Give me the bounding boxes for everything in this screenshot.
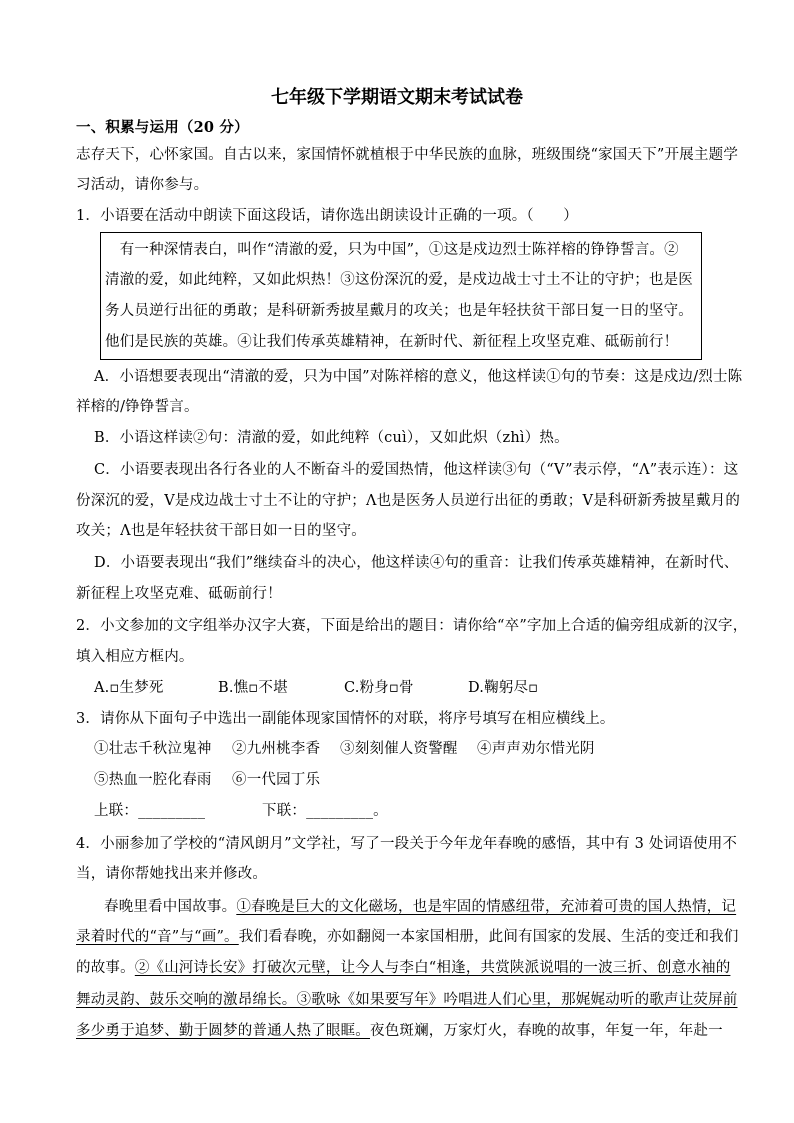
q1-option-d-line-1: D．小语要表现出“我们”继续奋斗的决心，他这样读④句的重音：让我们传承英雄精神，在新时代、: [94, 555, 739, 571]
q1-option-d-line-2: 新征程上攻坚克难、砥砺前行！: [76, 586, 282, 602]
q4-sentence-3b: 多少勇于追梦、勤于圆梦的普通人热了眼眶。: [76, 1023, 370, 1039]
q3-item-1: ①壮志千秋泣鬼神: [94, 741, 212, 757]
q4-mid-1a: 我们看春晚，亦如翻阅一本家国相册，此间有国家的发展、生活的变迁和我们: [238, 929, 739, 945]
q3-lower-blank[interactable]: 下联：_________。: [262, 803, 388, 819]
q3-upper-blank[interactable]: 上联：_________: [94, 803, 206, 819]
q4-stem-line-2: 当，请你帮她找出来并修改。: [76, 866, 268, 882]
q4-para-line-2: [76, 927, 739, 947]
page-title: 七年级下学期语文期末考试试卷: [271, 87, 523, 108]
q2-choice-a: A.▫生梦死: [94, 680, 164, 696]
q4-mid-1b: 的故事。: [76, 960, 135, 976]
q1-stem: 1．小语要在活动中朗读下面这段话，请你选出朗读设计正确的一项。（ ）: [76, 208, 578, 224]
q1-passage-line-4: 他们是民族的英雄。④让我们传承英雄精神，在新时代、新征程上攻坚克难、砥砺前行！: [105, 334, 679, 350]
q4-stem-line-1: 4．小丽参加了学校的“清风朗月”文学社，写了一段关于今年龙年春晚的感悟，其中有 3 处词语使用不: [76, 836, 738, 852]
q4-para-line-4: [76, 990, 738, 1010]
q4-para-line-3: [76, 958, 730, 978]
q3-item-5: ⑤热血一腔化春雨: [94, 772, 212, 788]
q2-stem-line-1: 2．小文参加的文字组举办汉字大赛，下面是给出的题目：请你给“卒”字加上合适的偏旁组成新的汉字，: [76, 618, 748, 634]
q3-item-3: ③刻刻催人资警醒: [340, 741, 458, 757]
q4-sentence-2a: ②《山河诗长安》打破次元壁，让今人与李白“相逢，共赏陕派说唱的一波三折、创意水袖的: [134, 960, 731, 976]
q1-option-c-line-1: C．小语要表现出各行各业的人不断奋斗的爱国热情，他这样读③句（“V”表示停，“Λ”表示连）：这: [94, 462, 739, 478]
q4-sentence-2b: 舞动灵韵、鼓乐交响的激昂绵长。: [76, 992, 297, 1008]
section-heading: 一、积累与运用（20 分）: [76, 119, 249, 136]
q1-option-c-line-2: 份深沉的爱，V是戍边战士寸土不让的守护；Λ也是医务人员逆行出征的勇敢；V是科研新秀披星戴月的: [76, 493, 741, 509]
q1-option-a-line-2: 祥榕的/铮铮誓言。: [76, 399, 199, 415]
q1-passage-line-1: 有一种深情表白，叫作“清澈的爱，只为中国”，①这是戍边烈士陈祥榕的铮铮誓言。②: [105, 242, 679, 258]
q4-para-start: 春晚里看中国故事。: [104, 899, 237, 915]
q3-item-6: ⑥一代园丁乐: [232, 772, 321, 788]
q3-stem: 3．请你从下面句子中选出一副能体现家国情怀的对联，将序号填写在相应横线上。: [76, 711, 615, 727]
q3-item-4: ④声声劝尔惜光阴: [477, 741, 595, 757]
q2-stem-line-2: 填入相应方框内。: [76, 649, 194, 665]
q4-sentence-3a: ③歌咏《如果要写年》吟唱进人们心里，那娓娓动听的歌声让荧屏前: [296, 992, 738, 1008]
q2-choice-d: D.鞠躬尽▫: [468, 680, 539, 696]
intro-line-1: 志存天下，心怀家国。自古以来，家国情怀就植根于中华民族的血脉，班级围绕“家国天下”开展主题学: [76, 147, 739, 163]
q4-para-line-5: [76, 1021, 723, 1041]
intro-line-2: 习活动，请你参与。: [76, 177, 209, 193]
q1-option-b: B．小语这样读②句：清澈的爱，如此纯粹（cuì），又如此炽（zhì）热。: [94, 430, 569, 446]
q1-passage-line-3: 务人员逆行出征的勇敢；是科研新秀披星戴月的攻关；也是年轻扶贫干部日复一日的坚守。: [105, 303, 693, 319]
q4-sentence-1b: 录着时代的“音”与“画”。: [76, 929, 239, 945]
q1-option-a-line-1: A．小语想要表现出“清澈的爱，只为中国”对陈祥榕的意义，他这样读①句的节奏：这是戍边/烈士陈: [94, 369, 743, 385]
q4-tail: 夜色斑斓，万家灯火，春晚的故事，年复一年，年赴一: [370, 1023, 723, 1039]
q4-sentence-1a: ①春晚是巨大的文化磁场，也是牢固的情感纽带，充沛着可贵的国人热情，记: [236, 899, 737, 915]
q2-choice-b: B.憔▫不堪: [218, 680, 288, 696]
q1-option-c-line-3: 攻关；Λ也是年轻扶贫干部日如一日的坚守。: [76, 523, 366, 539]
q2-choice-c: C.粉身▫骨: [344, 680, 414, 696]
q3-item-2: ②九州桃李香: [232, 741, 321, 757]
q4-para-line-1: [104, 897, 736, 917]
q1-passage-line-2: 清澈的爱，如此纯粹，又如此炽热！③这份深沉的爱，是戍边战士寸土不让的守护；也是医: [105, 272, 693, 288]
